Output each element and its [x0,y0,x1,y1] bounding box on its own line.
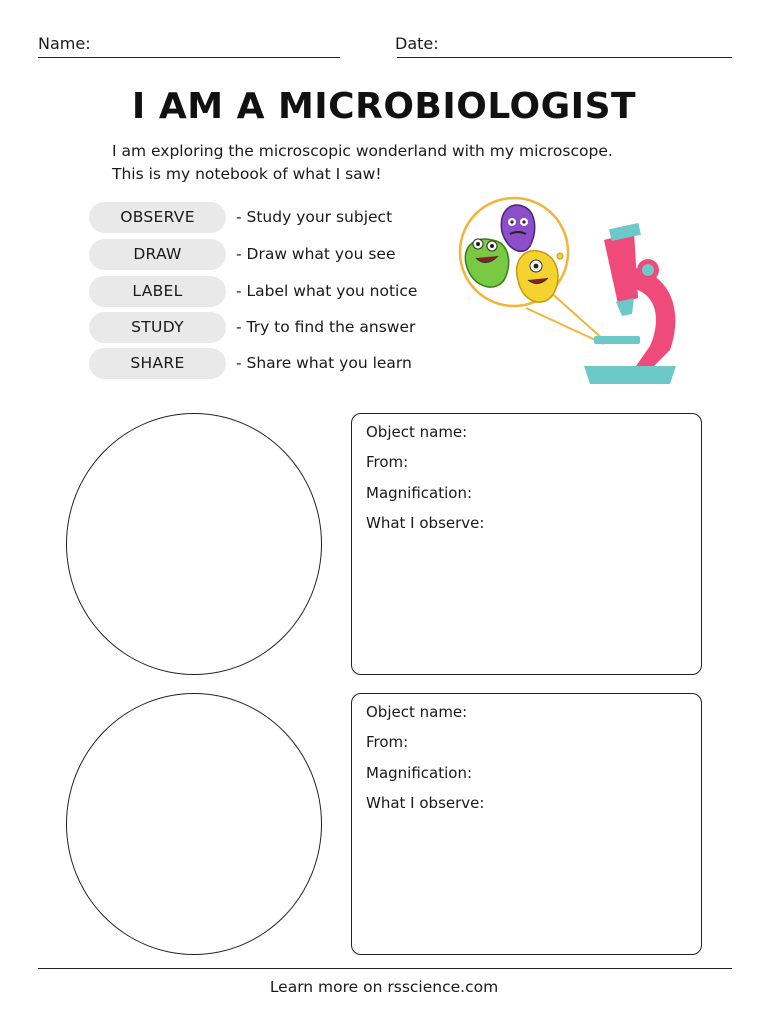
step-desc-share: - Share what you learn [236,354,412,372]
date-label: Date: [395,34,439,53]
footer-divider [38,968,732,969]
step-desc-draw: - Draw what you see [236,245,396,263]
header-row [38,30,732,60]
observation-box-2[interactable] [351,693,702,955]
microscope-illustration [456,190,696,390]
observation-box-1[interactable] [351,413,702,675]
observe-label: What I observe: [366,514,485,532]
object-name-label: Object name: [366,423,468,441]
step-pill-label: LABEL [89,276,226,307]
name-label: Name: [38,34,91,53]
step-desc-label: - Label what you notice [236,282,418,300]
intro-line-2: This is my notebook of what I saw! [112,165,382,183]
from-label: From: [366,733,409,751]
drawing-circle-1[interactable] [66,413,322,675]
step-pill-observe: OBSERVE [89,202,226,233]
magnification-label: Magnification: [366,764,473,782]
footer-link[interactable]: Learn more on rsscience.com [269,978,499,996]
step-pill-draw: DRAW [89,239,226,270]
name-line[interactable] [38,57,340,58]
observe-label: What I observe: [366,794,485,812]
page-title: I AM A MICROBIOLOGIST [131,86,637,127]
drawing-circle-2[interactable] [66,693,322,955]
object-name-label: Object name: [366,703,468,721]
step-pill-share: SHARE [89,348,226,379]
step-desc-study: - Try to find the answer [236,318,416,336]
step-pill-study: STUDY [89,312,226,343]
date-line[interactable] [397,57,732,58]
magnification-label: Magnification: [366,484,473,502]
step-desc-observe: - Study your subject [236,208,393,226]
from-label: From: [366,453,409,471]
intro-line-1: I am exploring the microscopic wonderland with my microscope. [112,142,613,160]
microscope-icon [456,190,696,390]
